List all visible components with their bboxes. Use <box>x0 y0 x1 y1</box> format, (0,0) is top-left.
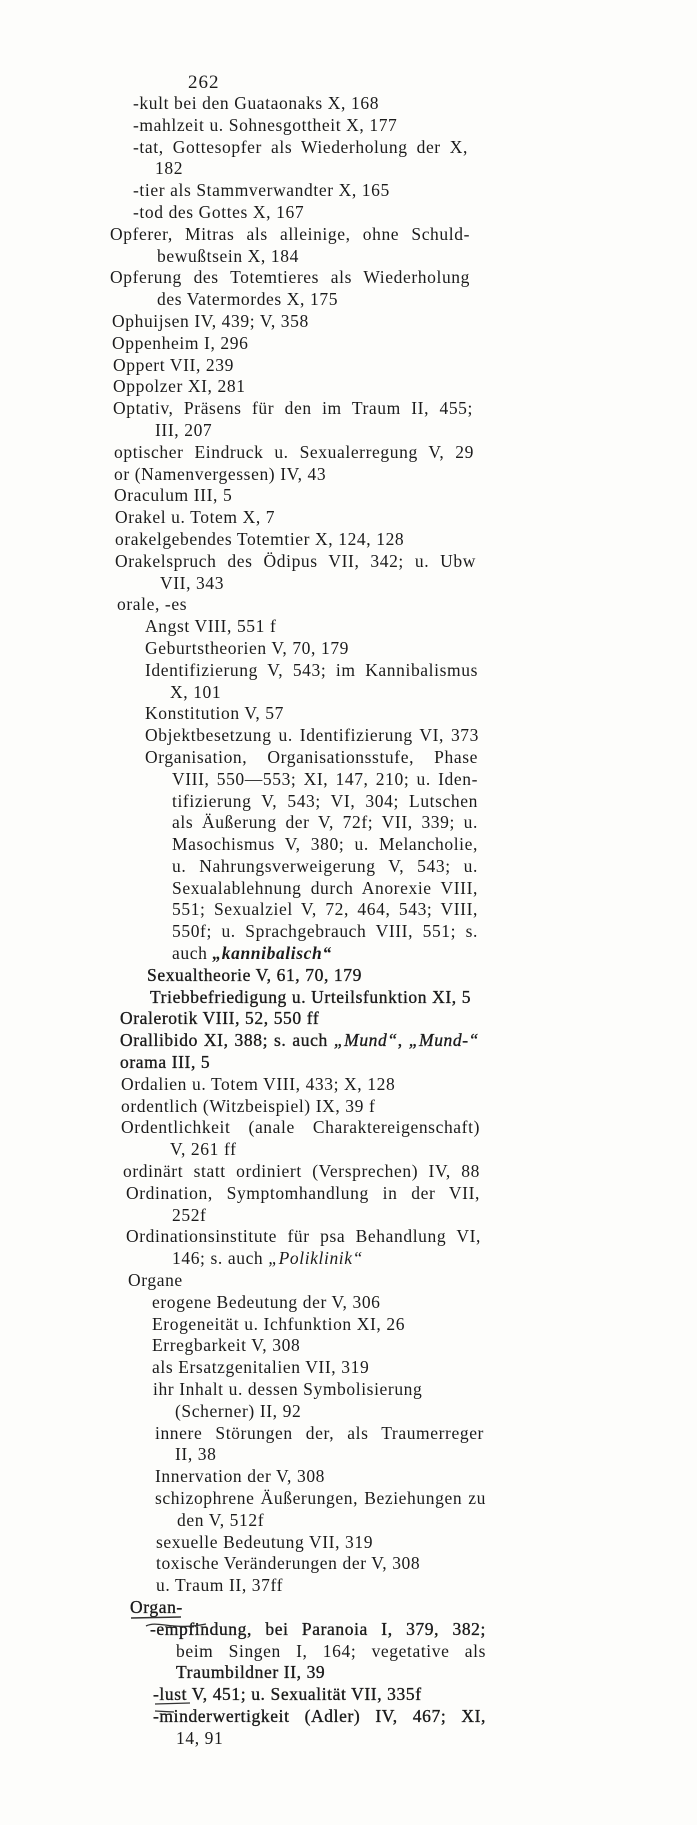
index-subentry: -empfindung, bei Paranoia I, 379, 382; <box>150 1618 486 1639</box>
index-entry: orama III, 5 <box>120 1052 211 1073</box>
index-subentry: sexuelle Bedeutung VII, 319 <box>156 1531 374 1552</box>
index-subentry: -tat, Gottesopfer als Wiederholung der X, <box>133 136 468 157</box>
index-subentry: Objektbesetzung u. Identifizierung VI, 373 <box>145 725 479 746</box>
index-entry: Oppenheim I, 296 <box>112 332 249 353</box>
index-subentry: ihr Inhalt u. dessen Symbolisierung <box>153 1379 423 1400</box>
index-entry-continuation: tifizierung V, 543; VI, 304; Lutschen <box>172 790 478 811</box>
index-entry: Organ- <box>130 1596 183 1617</box>
index-subentry: -lust V, 451; u. Sexualität VII, 335f <box>153 1684 422 1705</box>
index-entry-continuation: (Scherner) II, 92 <box>175 1400 302 1421</box>
index-subentry: u. Traum II, 37ff <box>156 1575 284 1596</box>
index-entry-continuation: des Vatermordes X, 175 <box>157 289 339 310</box>
index-entry: Opferung des Totemtieres als Wiederholung <box>110 267 470 288</box>
index-subentry: innere Störungen der, als Traumerreger <box>155 1422 484 1443</box>
index-column <box>0 93 697 1750</box>
index-subentry: schizophrene Äußerungen, Beziehungen zu <box>155 1488 486 1508</box>
index-entry: Orakel u. Totem X, 7 <box>115 507 276 528</box>
cross-reference: „Mund“ <box>333 1030 398 1051</box>
index-subentry: als Ersatzgenitalien VII, 319 <box>152 1357 370 1378</box>
index-subentry: -tod des Gottes X, 167 <box>133 201 305 222</box>
index-entry-continuation: bewußtsein X, 184 <box>157 245 299 266</box>
index-subentry: toxische Veränderungen der V, 308 <box>156 1553 421 1574</box>
index-subentry: Sexualtheorie V, 61, 70, 179 <box>147 964 362 985</box>
index-entry: Organe <box>128 1270 183 1291</box>
index-entry: orakelgebendes Totemtier X, 124, 128 <box>115 528 405 549</box>
index-subentry: -tier als Stammverwandter X, 165 <box>133 180 390 201</box>
entry-text: 146; s. auch <box>172 1248 269 1269</box>
index-entry: Opferer, Mitras als alleinige, ohne Schuld- <box>110 223 470 244</box>
index-entry-continuation <box>172 1248 697 1270</box>
index-subentry: erogene Bedeutung der V, 306 <box>152 1291 381 1312</box>
index-subentry: -minderwertigkeit (Adler) IV, 467; XI, <box>153 1705 486 1726</box>
index-entry-continuation: beim Singen I, 164; vegetative als <box>176 1640 486 1661</box>
index-entry: Optativ, Präsens für den im Traum II, 455; <box>113 398 473 419</box>
index-entry-continuation: 551; Sexualziel V, 72, 464, 543; VIII, <box>172 899 478 920</box>
index-subentry: Angst VIII, 551 f <box>145 616 277 637</box>
index-entry-continuation: VIII, 550—553; XI, 147, 210; u. Iden- <box>172 768 478 789</box>
separator: , <box>397 1030 409 1051</box>
index-entry: ordinärt statt ordiniert (Versprechen) IV, 88 <box>123 1161 480 1182</box>
index-entry: Ordination, Symptomhandlung in der VII, <box>126 1182 480 1203</box>
index-subentry: Organisation, Organisationsstufe, Phase <box>145 746 478 767</box>
entry-text: Orallibido XI, 388; s. auch <box>120 1030 334 1051</box>
index-entry-continuation: 550f; u. Sprachgebrauch VIII, 551; s. <box>172 921 478 942</box>
index-entry: Ordinationsinstitute für psa Behandlung VI, <box>126 1226 481 1247</box>
index-entry: optischer Eindruck u. Sexualerregung V, 29 <box>114 441 474 462</box>
index-subentry: Identifizierung V, 543; im Kannibalismus <box>145 659 478 680</box>
index-subentry: Geburtstheorien V, 70, 179 <box>145 637 350 658</box>
index-entry-continuation: 252f <box>172 1204 207 1225</box>
index-entry-continuation: Sexualablehnung durch Anorexie VIII, <box>172 877 478 898</box>
index-entry: Oralerotik VIII, 52, 550 ff <box>120 1008 320 1029</box>
index-entry-continuation: 14, 91 <box>176 1727 224 1748</box>
index-subentry: Erogeneität u. Ichfunktion XI, 26 <box>152 1313 406 1334</box>
index-entry-continuation: VII, 343 <box>160 572 225 593</box>
index-entry-continuation: u. Nahrungsverweigerung V, 543; u. <box>172 855 478 876</box>
index-subentry: -kult bei den Guataonaks X, 168 <box>133 93 380 113</box>
index-entry-continuation: als Äußerung der V, 72f; VII, 339; u. <box>172 812 478 833</box>
index-entry <box>120 1030 479 1052</box>
index-entry-continuation: X, 101 <box>170 681 222 702</box>
index-entry-continuation: Masochismus V, 380; u. Melancholie, <box>172 834 478 855</box>
index-entry: or (Namenvergessen) IV, 43 <box>114 463 327 484</box>
index-entry: Ordalien u. Totem VIII, 433; X, 128 <box>121 1073 396 1094</box>
index-entry-continuation: 182 <box>155 158 184 179</box>
index-entry: ordentlich (Witzbeispiel) IX, 39 f <box>121 1095 376 1116</box>
index-entry-continuation: II, 38 <box>175 1444 217 1465</box>
index-entry: Orakelspruch des Ödipus VII, 342; u. Ubw <box>115 550 476 571</box>
index-entry-continuation <box>172 943 697 965</box>
index-entry: orale, -es <box>117 594 188 615</box>
index-entry: Oppert VII, 239 <box>113 354 234 375</box>
index-subentry: Triebbefriedigung u. Urteilsfunktion XI, 5 <box>150 986 472 1007</box>
index-subentry: -mahlzeit u. Sohnesgottheit X, 177 <box>133 114 398 135</box>
index-entry-continuation: Traumbildner II, 39 <box>176 1662 326 1683</box>
index-entry-continuation: den V, 512f <box>177 1509 265 1530</box>
index-entry: Oraculum III, 5 <box>114 485 233 506</box>
index-subentry: Konstitution V, 57 <box>145 703 284 724</box>
index-entry-continuation: V, 261 ff <box>170 1139 237 1160</box>
cross-reference: „kannibalisch“ <box>212 943 332 964</box>
see-also-prefix: auch <box>172 943 213 964</box>
index-entry: Ordentlichkeit (anale Charaktereigenschaft) <box>121 1117 480 1138</box>
cross-reference: „Mund-“ <box>408 1030 480 1051</box>
index-subentry: Erregbarkeit V, 308 <box>152 1335 301 1356</box>
index-entry: Ophuijsen IV, 439; V, 358 <box>112 310 309 331</box>
index-entry-continuation: III, 207 <box>155 419 213 440</box>
page-number: 262 <box>188 72 220 93</box>
cross-reference: „Poliklinik“ <box>268 1248 363 1269</box>
index-subentry: Innervation der V, 308 <box>155 1466 326 1487</box>
index-entry: Oppolzer XI, 281 <box>113 376 246 397</box>
